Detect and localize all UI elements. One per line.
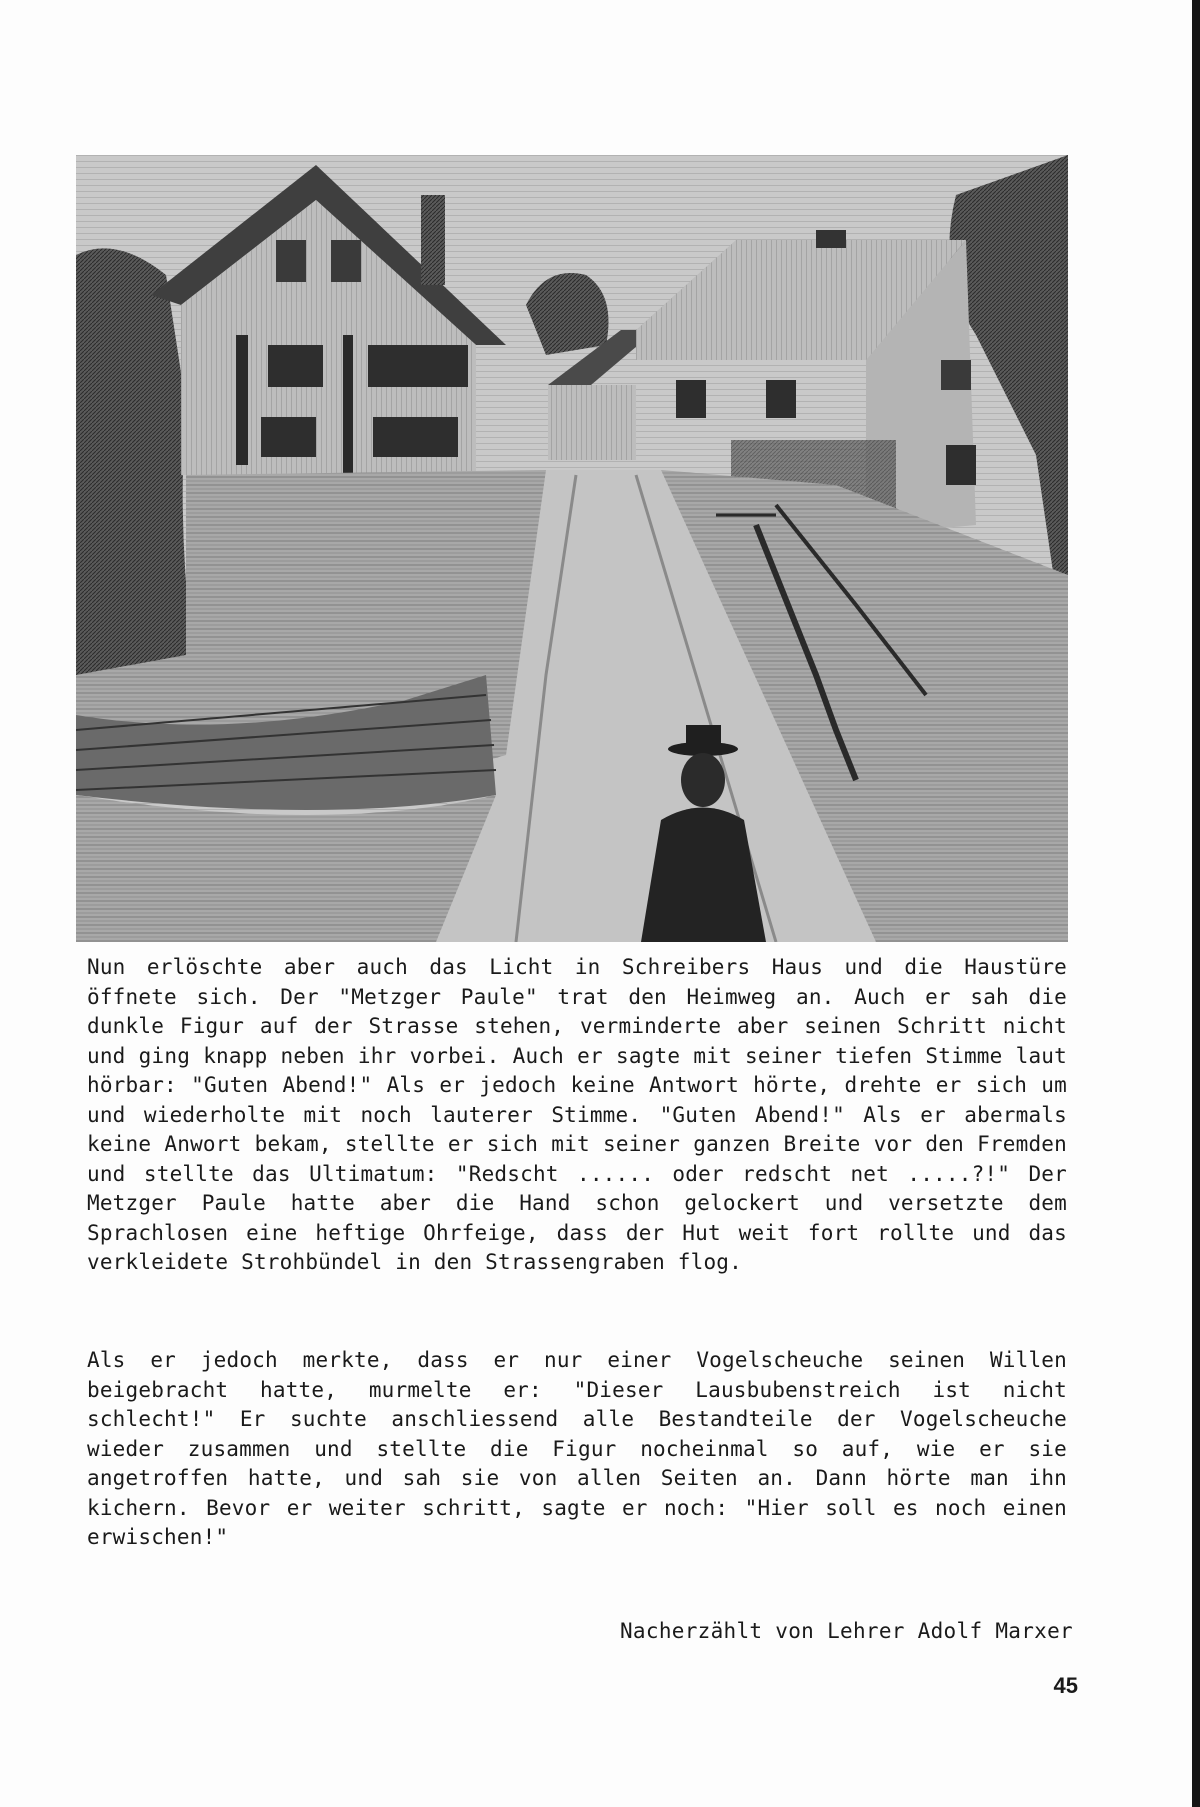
author-credit: Nacherzählt von Lehrer Adolf Marxer: [619, 1619, 1073, 1643]
story-paragraph-2: Als er jedoch merkte, dass er nur einer Vogelscheuche seinen Willen beigebracht hatte, murmelte er: "Dieser Lausbubenstreich ist nicht schlecht!" Er suchte anschliessend alle Bestandteile der Vogelscheuche wieder zusammen und stellte die Figur nocheinmal so auf, wie er sie angetroffen hatte, und sah sie von allen Seiten an. Dann hörte man ihn kichern. Bevor er weiter schritt, sagte er noch: "Hier soll es noch einen erwischen!": [87, 1348, 1067, 1549]
village-street-drawing: [76, 155, 1068, 942]
page-edge-border: [1192, 0, 1200, 1807]
page-number: 45: [1053, 1673, 1078, 1698]
barn-wall: [548, 385, 646, 460]
chimney: [421, 195, 445, 285]
story-paragraph-1: Nun erlöschte aber auch das Licht in Schreibers Haus und die Haustüre öffnete sich. Der "Metzger Paule" trat den Heimweg an. Auch er sah die dunkle Figur auf der Strasse stehen, verminderte aber seinen Schritt nicht und ging knapp neben ihr vorbei. Auch er sagte mit seiner tiefen Stimme laut hörbar: "Guten Abend!" Als er jedoch keine Antwort hörte, drehte er sich um und wiederholte mit noch lauterer Stimme. "Guten Abend!" Als er abermals keine Anwort bekam, stellte er sich mit seiner ganzen Breite vor den Fremden und stellte das Ultimatum: "Redscht ...... oder redscht net .....?!" Der Metzger Paule hatte aber die Hand schon gelockert und versetzte dem Sprachlosen eine heftige Ohrfeige, dass der Hut weit fort rollte und das verkleidete Strohbündel in den Strassengraben flog.: [87, 955, 1067, 1274]
